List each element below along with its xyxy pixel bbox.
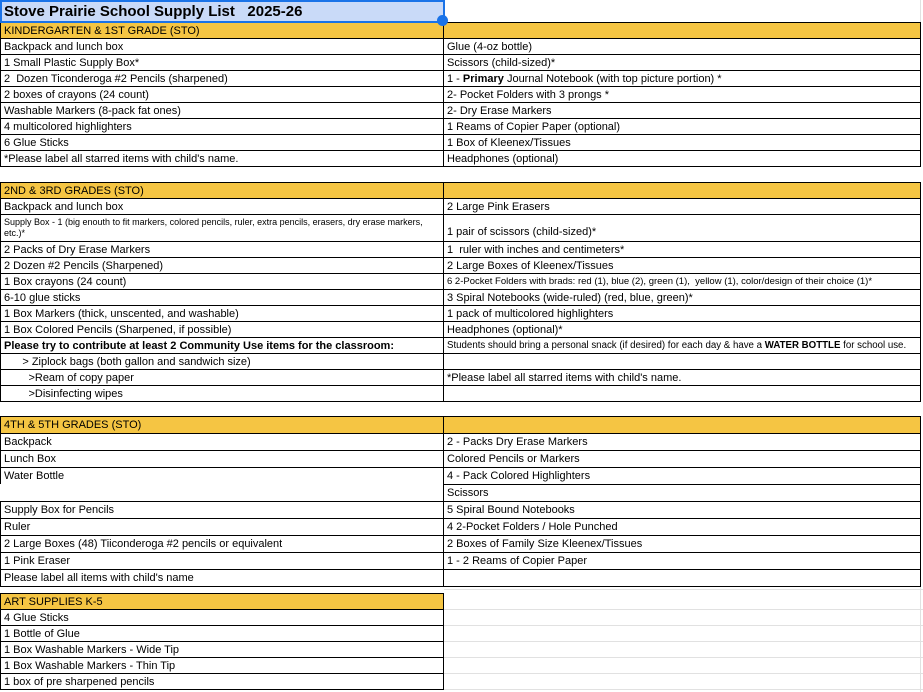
table-cell[interactable]: 4 Glue Sticks <box>0 609 444 626</box>
table-row <box>0 657 444 674</box>
table-row <box>0 273 921 290</box>
table-cell[interactable]: 1 Pink Eraser <box>0 552 444 570</box>
table-cell[interactable]: Scissors (child-sized)* <box>443 54 921 71</box>
table-cell[interactable]: 2 Large Boxes of Kleenex/Tissues <box>443 257 921 274</box>
section-header-cell[interactable]: 2ND & 3RD GRADES (STO) <box>0 182 444 199</box>
table-cell[interactable]: 1 box of pre sharpened pencils <box>0 673 444 690</box>
table-row <box>0 257 921 274</box>
gridline <box>444 673 923 674</box>
table-row <box>0 102 921 119</box>
table-cell[interactable]: 6-10 glue sticks <box>0 289 444 306</box>
table-cell[interactable]: 1 pack of multicolored highlighters <box>443 305 921 322</box>
table-cell[interactable]: 1 Box Washable Markers - Thin Tip <box>0 657 444 674</box>
title-cell[interactable] <box>0 0 445 23</box>
table-cell[interactable]: Washable Markers (8-pack fat ones) <box>0 102 444 119</box>
table-row <box>0 214 921 242</box>
table-row <box>0 198 921 215</box>
table-row <box>0 673 444 690</box>
table-cell[interactable] <box>443 385 921 402</box>
table-cell[interactable]: 1 Box crayons (24 count) <box>0 273 444 290</box>
table-row <box>0 385 921 402</box>
table-row <box>0 467 921 485</box>
table-cell[interactable]: 2 Dozen #2 Pencils (Sharpened) <box>0 257 444 274</box>
table-cell[interactable]: 2 Boxes of Family Size Kleenex/Tissues <box>443 535 921 553</box>
table-cell[interactable]: Scissors <box>443 484 921 502</box>
table-row <box>0 22 921 39</box>
table-row <box>0 70 921 87</box>
table-cell[interactable]: Please try to contribute at least 2 Community Use items for the classroom: <box>0 337 444 354</box>
table-row <box>0 501 921 519</box>
table-row <box>0 450 921 468</box>
table-row <box>0 134 921 151</box>
gridline <box>920 587 921 692</box>
gridline <box>444 625 923 626</box>
section-header-cell[interactable] <box>443 182 921 199</box>
table-cell[interactable]: 6 2-Pocket Folders with brads: red (1), blue (2), green (1), yellow (1), color/design of their choice (1)* <box>443 273 921 290</box>
table-row <box>0 433 921 451</box>
table-cell[interactable]: 1 Box Markers (thick, unscented, and washable) <box>0 305 444 322</box>
table-cell[interactable]: Lunch Box <box>0 450 444 468</box>
supply-section <box>0 182 921 402</box>
table-cell[interactable]: Headphones (optional)* <box>443 321 921 338</box>
table-cell[interactable]: 1 Box Washable Markers - Wide Tip <box>0 641 444 658</box>
table-cell[interactable]: Water Bottle <box>0 467 444 485</box>
table-cell[interactable]: 2 Large Boxes (48) Tiiconderoga #2 pencils or equivalent <box>0 535 444 553</box>
table-row <box>0 593 444 610</box>
table-row <box>0 150 921 167</box>
table-cell[interactable]: Backpack and lunch box <box>0 198 444 215</box>
table-row <box>0 38 921 55</box>
table-cell[interactable]: 2 Packs of Dry Erase Markers <box>0 241 444 258</box>
table-cell[interactable]: 1 Box of Kleenex/Tissues <box>443 134 921 151</box>
table-row <box>0 535 921 553</box>
table-row <box>0 484 921 502</box>
table-cell[interactable]: 2 Large Pink Erasers <box>443 198 921 215</box>
section-header-cell[interactable]: 4TH & 5TH GRADES (STO) <box>0 416 444 434</box>
table-cell[interactable] <box>443 353 921 370</box>
table-cell[interactable] <box>0 484 444 502</box>
gridline <box>444 657 923 658</box>
table-cell[interactable]: 1 - 2 Reams of Copier Paper <box>443 552 921 570</box>
table-row <box>0 369 921 386</box>
cell-text: Journal Notebook (with top picture portion) * <box>503 72 722 85</box>
table-cell[interactable]: 1 pair of scissors (child-sized)* <box>443 214 921 242</box>
table-row <box>0 353 921 370</box>
sheet-title: Stove Prairie School Supply List 2025-26 <box>4 3 303 20</box>
section-header-cell[interactable] <box>443 416 921 434</box>
table-row <box>0 54 921 71</box>
table-cell[interactable]: 1 Small Plastic Supply Box* <box>0 54 444 71</box>
table-cell[interactable]: Glue (4-oz bottle) <box>443 38 921 55</box>
table-row <box>0 289 921 306</box>
section-header-cell[interactable]: ART SUPPLIES K-5 <box>0 593 444 610</box>
table-row <box>0 518 921 536</box>
table-cell[interactable]: 4 multicolored highlighters <box>0 118 444 135</box>
supply-section <box>0 416 921 587</box>
table-cell[interactable]: 3 Spiral Notebooks (wide-ruled) (red, blue, green)* <box>443 289 921 306</box>
table-cell[interactable]: Supply Box for Pencils <box>0 501 444 519</box>
table-cell[interactable]: >Ream of copy paper <box>0 369 444 386</box>
table-row <box>0 182 921 199</box>
table-row <box>0 241 921 258</box>
section-header-cell[interactable] <box>443 22 921 39</box>
table-cell[interactable] <box>443 70 921 87</box>
table-cell[interactable]: Headphones (optional) <box>443 150 921 167</box>
table-cell[interactable]: 2- Pocket Folders with 3 prongs * <box>443 86 921 103</box>
table-cell[interactable]: 1 Bottle of Glue <box>0 625 444 642</box>
table-cell[interactable]: 1 Reams of Copier Paper (optional) <box>443 118 921 135</box>
gridline <box>444 609 923 610</box>
table-row <box>0 86 921 103</box>
table-row <box>0 552 921 570</box>
table-cell[interactable]: Please label all items with child's name <box>0 569 444 587</box>
table-cell[interactable]: 4 2-Pocket Folders / Hole Punched <box>443 518 921 536</box>
cell-text: Students should bring a personal snack (if desired) for each day & have a <box>447 340 765 351</box>
table-row <box>0 118 921 135</box>
table-row <box>0 569 921 587</box>
table-cell[interactable] <box>443 337 921 354</box>
table-cell[interactable]: 1 Box Colored Pencils (Sharpened, if possible) <box>0 321 444 338</box>
supply-section <box>0 22 921 167</box>
table-cell[interactable]: Supply Box - 1 (big enouth to fit markers, colored pencils, ruler, extra pencils, erasers, dry erase markers, etc.)* <box>0 214 444 242</box>
table-row <box>0 321 921 338</box>
cell-text: 1 - <box>447 72 463 85</box>
gridline <box>444 589 923 590</box>
table-cell[interactable]: 1 ruler with inches and centimeters* <box>443 241 921 258</box>
table-cell[interactable]: 2- Dry Erase Markers <box>443 102 921 119</box>
table-cell[interactable]: 6 Glue Sticks <box>0 134 444 151</box>
supply-section <box>0 593 444 690</box>
table-cell[interactable]: > Ziplock bags (both gallon and sandwich size) <box>0 353 444 370</box>
table-row <box>0 416 921 434</box>
table-row <box>0 337 921 354</box>
table-cell[interactable]: *Please label all starred items with child's name. <box>0 150 444 167</box>
table-cell[interactable]: 2 - Packs Dry Erase Markers <box>443 433 921 451</box>
table-cell[interactable]: Backpack <box>0 433 444 451</box>
table-cell[interactable]: >Disinfecting wipes <box>0 385 444 402</box>
gridline <box>920 0 921 22</box>
table-cell[interactable]: 4 - Pack Colored Highlighters <box>443 467 921 485</box>
table-row <box>0 641 444 658</box>
cell-text: WATER BOTTLE <box>764 340 841 351</box>
table-cell[interactable]: Ruler <box>0 518 444 536</box>
selection-fill-handle[interactable] <box>437 15 448 26</box>
table-cell[interactable]: 5 Spiral Bound Notebooks <box>443 501 921 519</box>
table-cell[interactable]: 2 boxes of crayons (24 count) <box>0 86 444 103</box>
gridline <box>444 641 923 642</box>
section-header-cell[interactable]: KINDERGARTEN & 1ST GRADE (STO) <box>0 22 444 39</box>
table-cell[interactable]: 2 Dozen Ticonderoga #2 Pencils (sharpened) <box>0 70 444 87</box>
table-row <box>0 305 921 322</box>
table-row <box>0 609 444 626</box>
cell-text: for school use. <box>840 340 907 351</box>
table-cell[interactable] <box>443 569 921 587</box>
cell-text: Primary <box>462 72 504 85</box>
table-cell[interactable]: *Please label all starred items with child's name. <box>443 369 921 386</box>
table-cell[interactable]: Colored Pencils or Markers <box>443 450 921 468</box>
table-row <box>0 625 444 642</box>
gridline <box>444 689 923 690</box>
table-cell[interactable]: Backpack and lunch box <box>0 38 444 55</box>
